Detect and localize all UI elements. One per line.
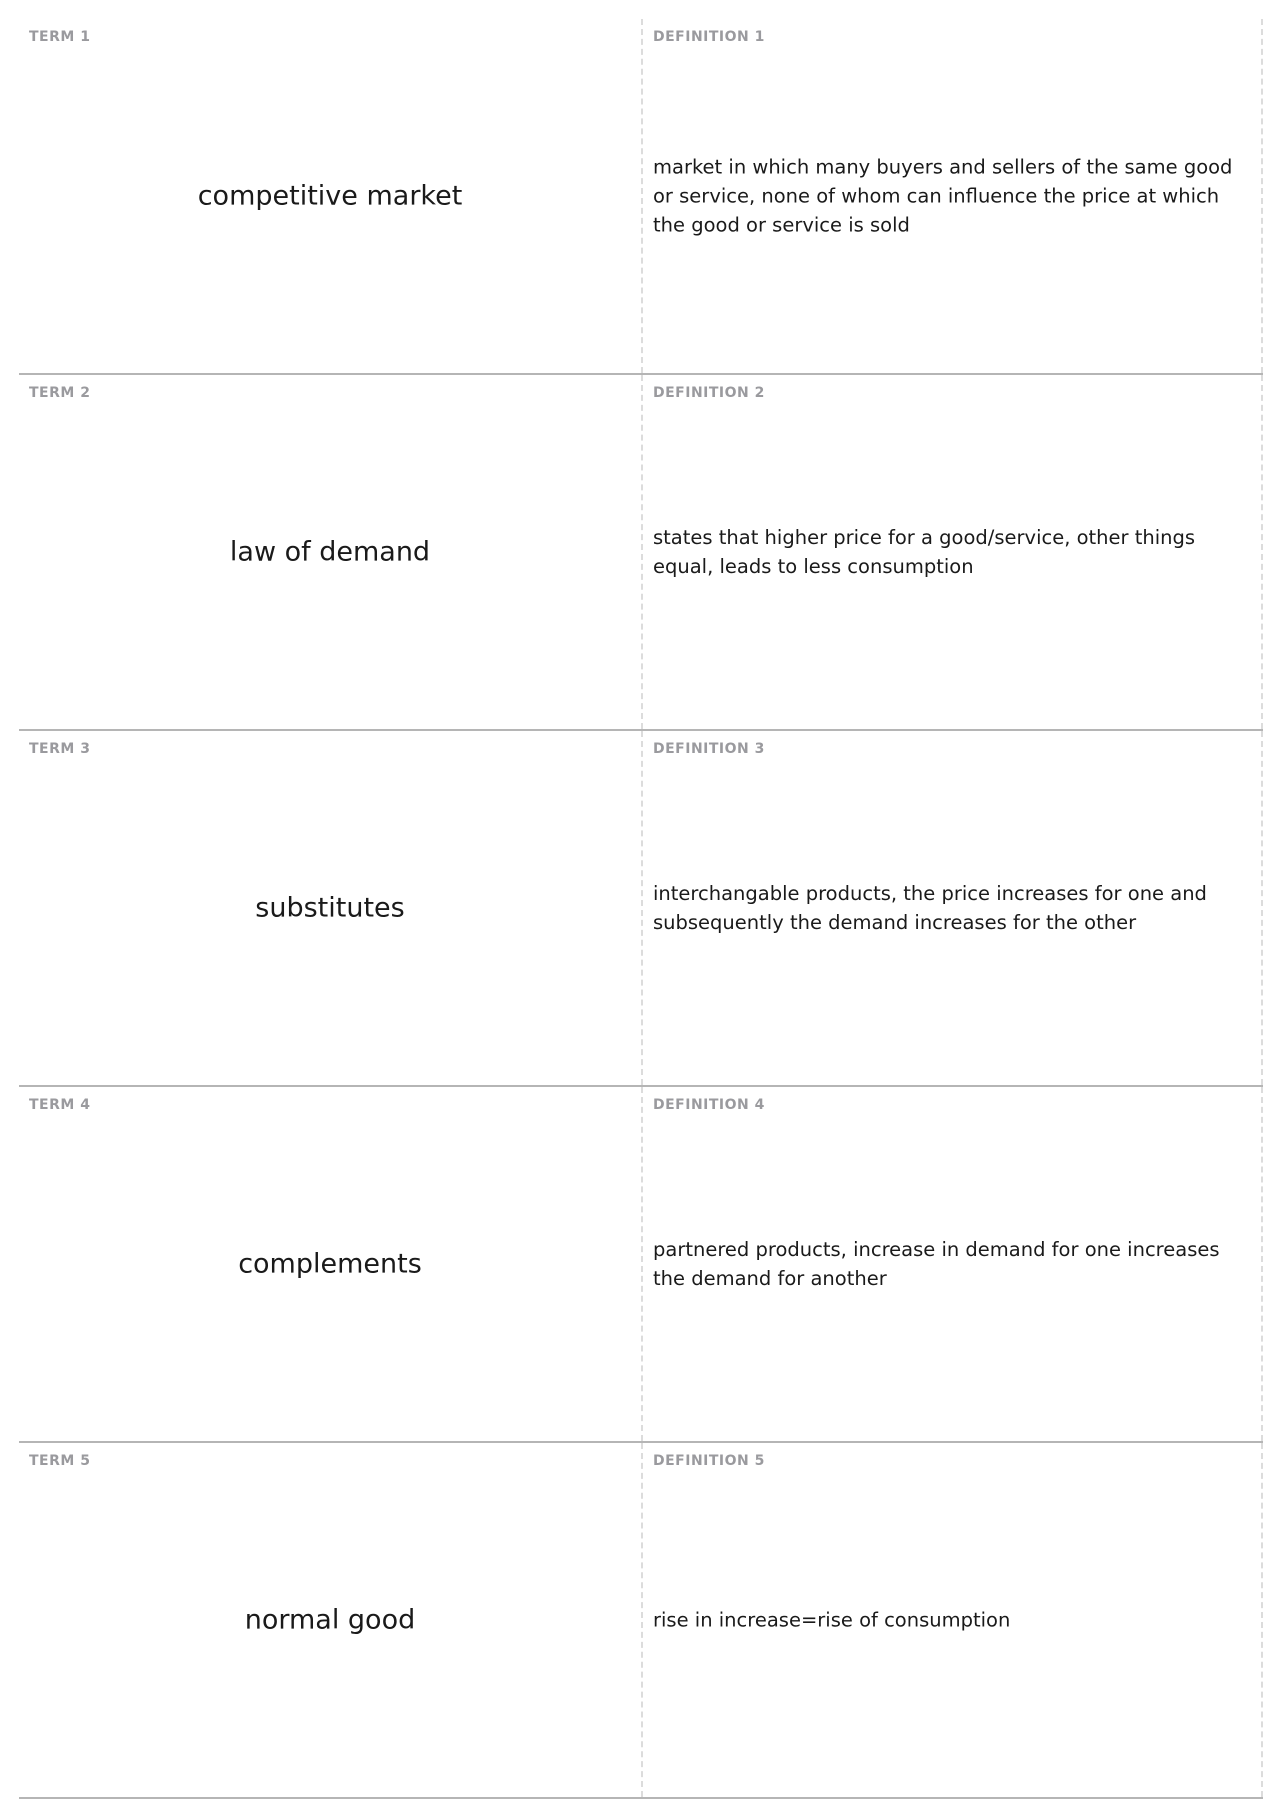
definition-text: rise in increase=rise of consumption: [653, 1608, 1011, 1632]
flashcard-row-4: [19, 1087, 1263, 1443]
term-cell: [19, 19, 643, 373]
definition-label: DEFINITION 4: [653, 1097, 765, 1113]
definition-label: DEFINITION 2: [653, 385, 765, 401]
term-text: substitutes: [255, 892, 405, 924]
term-text: competitive market: [197, 180, 463, 212]
term-text: law of demand: [229, 536, 431, 568]
definition-cell: [643, 19, 1263, 373]
term-text: normal good: [244, 1604, 416, 1636]
term-cell: [19, 375, 643, 729]
definition-text: partnered products, increase in demand for one increases the demand for another: [653, 1238, 1220, 1290]
definition-label: DEFINITION 5: [653, 1453, 765, 1469]
term-text: complements: [238, 1248, 422, 1280]
definition-text: interchangable products, the price increases for one and subsequently the demand increases for the other: [653, 882, 1207, 934]
flashcard-row-1: [19, 19, 1263, 375]
term-label: TERM 5: [29, 1453, 91, 1469]
definition-text: states that higher price for a good/service, other things equal, leads to less consumption: [653, 526, 1196, 578]
term-cell: [19, 1443, 643, 1797]
term-cell: [19, 1087, 643, 1441]
term-label: TERM 3: [29, 741, 91, 757]
flashcard-row-5: [19, 1443, 1263, 1799]
term-label: TERM 1: [29, 29, 91, 45]
definition-label: DEFINITION 3: [653, 741, 765, 757]
definition-cell: [643, 375, 1263, 729]
definition-cell: [643, 1443, 1263, 1797]
definition-text: market in which many buyers and sellers of the same good or service, none of whom can influence the price at which the good or service is sold: [653, 155, 1233, 237]
definition-cell: [643, 731, 1263, 1085]
term-label: TERM 4: [29, 1097, 91, 1113]
flashcard-row-2: [19, 375, 1263, 731]
flashcard-row-3: [19, 731, 1263, 1087]
flashcard-sheet: [19, 19, 1263, 1799]
definition-cell: [643, 1087, 1263, 1441]
term-cell: [19, 731, 643, 1085]
term-label: TERM 2: [29, 385, 91, 401]
definition-label: DEFINITION 1: [653, 29, 765, 45]
